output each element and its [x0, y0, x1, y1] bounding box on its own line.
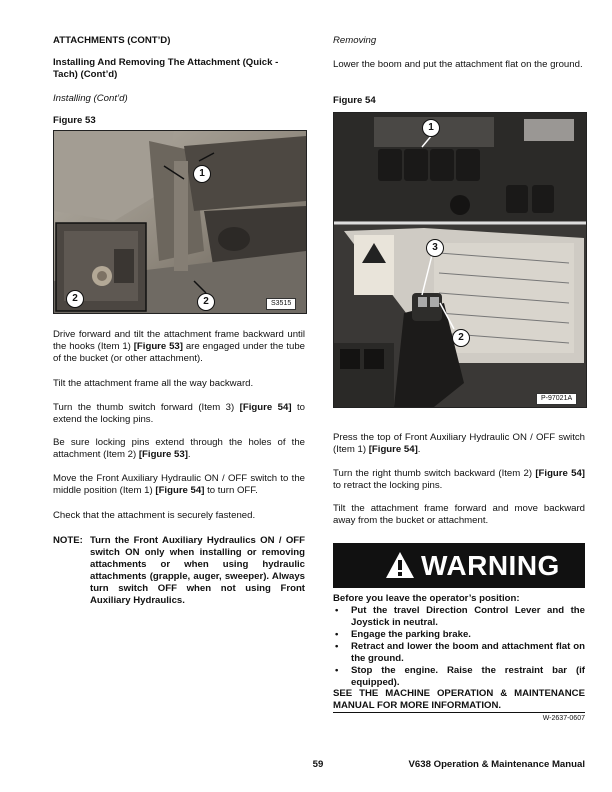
- figure53-label: Figure 53: [53, 115, 96, 126]
- warning-item: • Engage the parking brake.: [333, 629, 585, 641]
- figure54-photo-id: P-97021A: [536, 393, 577, 405]
- figure53-callout-1: 1: [193, 165, 211, 183]
- left-paragraph-1: Drive forward and tilt the attachment frame backward until the hooks (Item 1) [Figure 53] are engaged under the tube of the bucket (or other attachment).: [53, 329, 305, 364]
- removing-label: Removing: [333, 35, 377, 46]
- left-paragraph-2: Tilt the attachment frame all the way backward.: [53, 378, 254, 389]
- right-paragraph-4: Tilt the attachment frame forward and move backward away from the bucket or attachment.: [333, 503, 585, 526]
- figure53-callout-2a: 2: [66, 290, 84, 308]
- figure54-callout-2: 2: [452, 329, 470, 347]
- warning-code: W-2637-0607: [542, 715, 585, 722]
- warning-list: [333, 605, 585, 689]
- warning-item: • Stop the engine. Raise the restraint bar (if equipped).: [333, 665, 585, 689]
- warning-item: • Put the travel Direction Control Lever and the Joystick in neutral.: [333, 605, 585, 629]
- section-title: ATTACHMENTS (CONT’D): [53, 35, 171, 46]
- figure54-illustration: [334, 113, 586, 407]
- right-paragraph-3: Turn the right thumb switch backward (Item 2) [Figure 54] to retract the locking pins.: [333, 468, 585, 491]
- figure54-label: Figure 54: [333, 95, 376, 106]
- figure54-callout-3: 3: [426, 239, 444, 257]
- warning-item: • Retract and lower the boom and attachment flat on the ground.: [333, 641, 585, 665]
- figure53-illustration: [54, 131, 306, 313]
- warning-title: WARNING: [421, 550, 560, 581]
- page-number: 59: [312, 759, 324, 770]
- warning-rule: [333, 712, 585, 713]
- figure54-callout-1: 1: [422, 119, 440, 137]
- figure53-photo-id: S3515: [266, 298, 296, 310]
- note-text: Turn the Front Auxiliary Hydraulics ON / OFF switch ON only when installing or removing attachments or when using hydraulic attachments (grapple, auger, sweeper). Always turn switch OFF when not using Front Auxiliary Hydraulics.: [90, 535, 305, 606]
- warning-footer: SEE THE MACHINE OPERATION & MAINTENANCE MANUAL FOR MORE INFORMATION.: [333, 688, 585, 711]
- warning-intro: Before you leave the operator’s position:: [333, 593, 520, 604]
- manual-title: V638 Operation & Maintenance Manual: [408, 759, 585, 770]
- note-label: NOTE:: [53, 535, 83, 546]
- left-paragraph-3: Turn the thumb switch forward (Item 3) [Figure 54] to extend the locking pins.: [53, 402, 305, 425]
- right-paragraph-1: Lower the boom and put the attachment flat on the ground.: [333, 59, 583, 70]
- figure53-photo: [53, 130, 307, 314]
- left-paragraph-4: Be sure locking pins extend through the holes of the attachment (Item 2) [Figure 53].: [53, 437, 305, 460]
- subsection-title: Installing And Removing The Attachment (Quick - Tach) (Cont’d): [53, 57, 279, 80]
- warning-triangle-icon: [385, 551, 415, 579]
- right-paragraph-2: Press the top of Front Auxiliary Hydraulic ON / OFF switch (Item 1) [Figure 54].: [333, 432, 585, 455]
- figure53-callout-2b: 2: [197, 293, 215, 311]
- left-paragraph-5: Move the Front Auxiliary Hydraulic ON / OFF switch to the middle position (Item 1) [Figure 54] to turn OFF.: [53, 473, 305, 496]
- warning-banner: [333, 543, 585, 588]
- installing-label: Installing (Cont’d): [53, 93, 128, 104]
- left-paragraph-6: Check that the attachment is securely fastened.: [53, 510, 256, 521]
- figure54-photo: [333, 112, 587, 408]
